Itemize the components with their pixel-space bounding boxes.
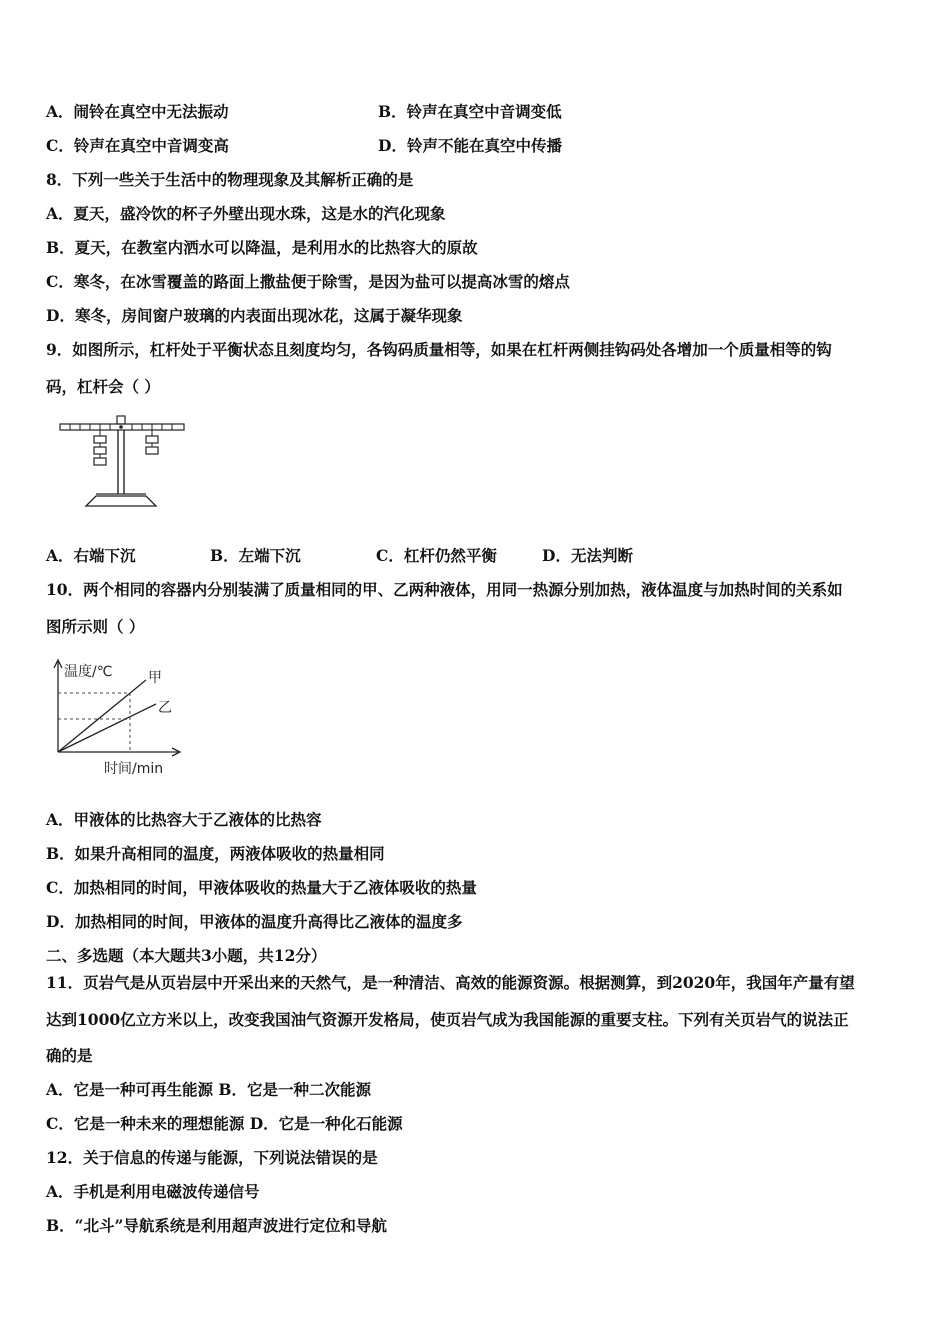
q10-option-a: A．甲液体的比热容大于乙液体的比热容 xyxy=(46,810,322,829)
q9-option-c: C．杠杆仍然平衡 xyxy=(376,546,497,565)
q11-stem-line1: 11．页岩气是从页岩层中开采出来的天然气，是一种清洁、高效的能源资源。根据测算，到2020年，我国年产量有望 xyxy=(46,973,855,992)
q8-option-c: C．寒冬，在冰雪覆盖的路面上撒盐便于除雪，是因为盐可以提高冰雪的熔点 xyxy=(46,272,570,291)
graph-label-jia: 甲 xyxy=(148,670,162,686)
temperature-graph xyxy=(40,652,190,784)
q10-option-c: C．加热相同的时间，甲液体吸收的热量大于乙液体吸收的热量 xyxy=(46,878,477,897)
graph-label-yi: 乙 xyxy=(158,700,172,716)
q9-option-d: D．无法判断 xyxy=(542,546,633,565)
q11-stem-line3: 确的是 xyxy=(46,1046,93,1065)
q7-option-b: B．铃声在真空中音调变低 xyxy=(378,102,562,121)
q10-stem-line1: 10．两个相同的容器内分别装满了质量相同的甲、乙两种液体，用同一热源分别加热，液体温度与加热时间的关系如 xyxy=(46,580,843,599)
section-heading: 二、多选题（本大题共3小题，共12分） xyxy=(46,946,327,965)
q8-stem: 8．下列一些关于生活中的物理现象及其解析正确的是 xyxy=(46,170,414,189)
q9-stem-line2: 码，杠杆会（ ） xyxy=(46,377,160,396)
q8-option-a: A．夏天，盛冷饮的杯子外壁出现水珠，这是水的汽化现象 xyxy=(46,204,446,223)
q10-stem-line2: 图所示则（ ） xyxy=(46,617,145,636)
q11-options-cd: C．它是一种未来的理想能源 D．它是一种化石能源 xyxy=(46,1114,403,1133)
q9-stem-line1: 9．如图所示，杠杆处于平衡状态且刻度均匀，各钩码质量相等，如果在杠杆两侧挂钩码处各增加一个质量相等的钩 xyxy=(46,340,832,359)
q10-option-d: D．加热相同的时间，甲液体的温度升高得比乙液体的温度多 xyxy=(46,912,463,931)
q9-option-a: A．右端下沉 xyxy=(46,546,136,565)
q12-option-a: A．手机是利用电磁波传递信号 xyxy=(46,1182,260,1201)
graph-xlabel: 时间/min xyxy=(104,761,164,777)
lever-figure xyxy=(56,414,188,514)
graph-ylabel: 温度/℃ xyxy=(64,664,113,680)
q7-option-c: C．铃声在真空中音调变高 xyxy=(46,136,229,155)
q7-option-d: D．铃声不能在真空中传播 xyxy=(378,136,562,155)
q10-option-b: B．如果升高相同的温度，两液体吸收的热量相同 xyxy=(46,844,385,863)
temperature-time-graph xyxy=(40,652,190,780)
q12-option-b: B．“北斗”导航系统是利用超声波进行定位和导航 xyxy=(46,1216,387,1235)
q7-option-a: A．闹铃在真空中无法振动 xyxy=(46,102,229,121)
q9-option-b: B．左端下沉 xyxy=(210,546,301,565)
q11-options-ab: A．它是一种可再生能源 B．它是一种二次能源 xyxy=(46,1080,372,1099)
q8-option-b: B．夏天，在教室内洒水可以降温，是利用水的比热容大的原故 xyxy=(46,238,478,257)
q11-stem-line2: 达到1000亿立方米以上，改变我国油气资源开发格局，使页岩气成为我国能源的重要支柱。下列有关页岩气的说法正 xyxy=(46,1010,849,1029)
lever-diagram xyxy=(56,414,188,510)
q12-stem: 12．关于信息的传递与能源，下列说法错误的是 xyxy=(46,1148,378,1167)
q8-option-d: D．寒冬，房间窗户玻璃的内表面出现冰花，这属于凝华现象 xyxy=(46,306,463,325)
